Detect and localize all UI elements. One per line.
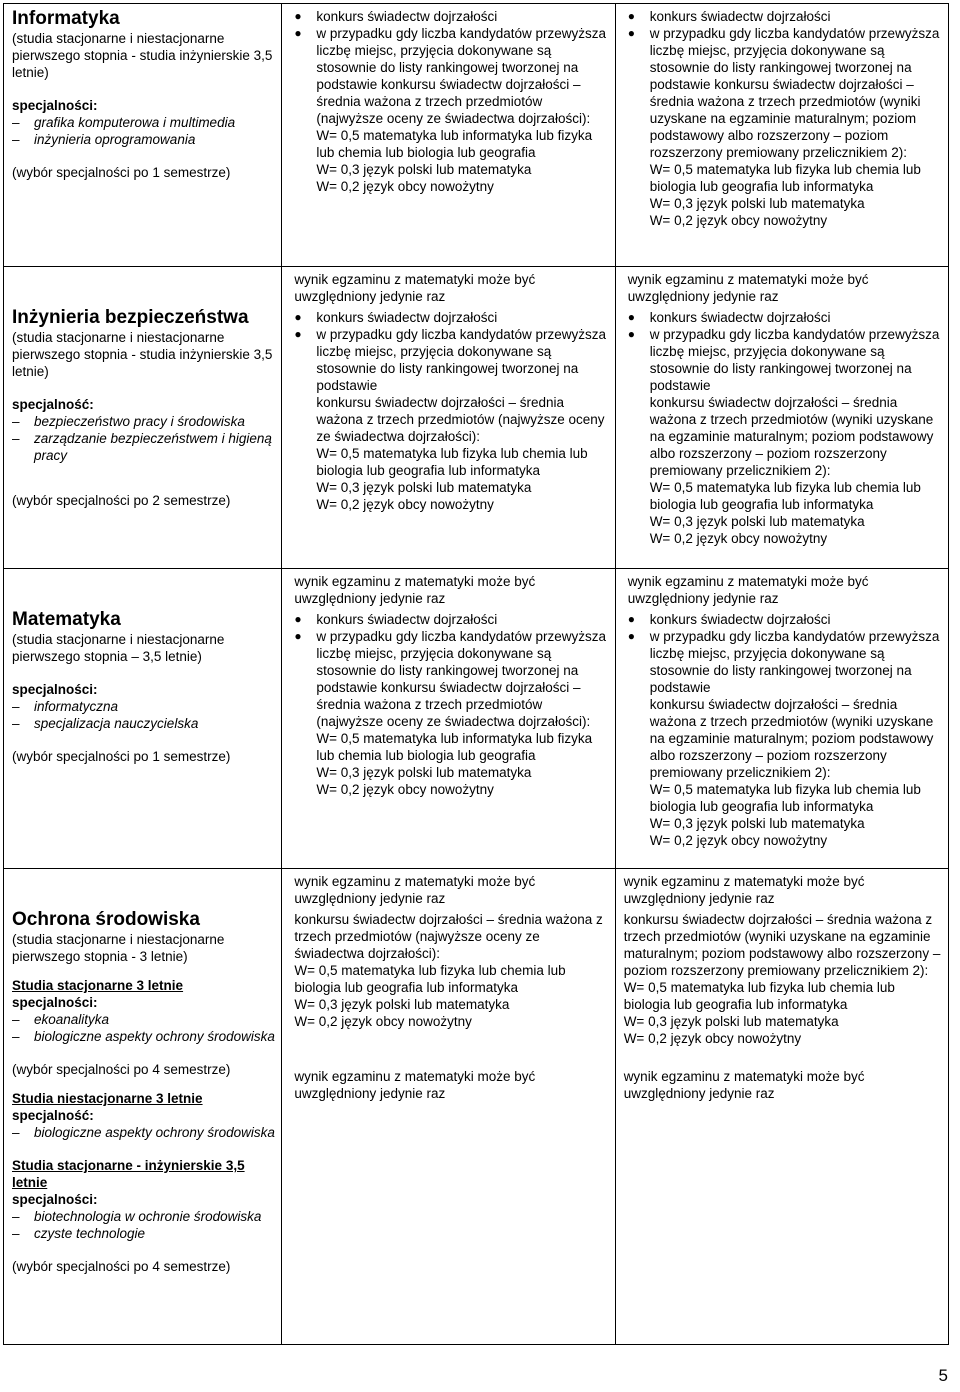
weight-line: W= 0,3 język polski lub matematyka — [316, 765, 532, 780]
list-item: ● konkurs świadectw dojrzałości — [627, 612, 831, 627]
study-mode: (studia stacjonarne i niestacjonarne pierwszego stopnia - studia inżynierskie 3,5 letnie) — [12, 31, 273, 80]
spec-label: specjalność: — [12, 397, 94, 412]
criteria-cell-new — [615, 267, 948, 569]
list-item: ● konkurs świadectw dojrzałości — [294, 9, 498, 24]
spec-choice-note: (wybór specjalności po 2 semestrze) — [12, 493, 231, 508]
list-item: – czyste technologie — [12, 1226, 146, 1241]
table-row — [4, 267, 949, 569]
list-item: – zarządzanie bezpieczeństwem i higieną pracy — [12, 431, 272, 463]
spec-choice-note: (wybór specjalności po 1 semestrze) — [12, 165, 231, 180]
spec-label: specjalności: — [12, 98, 98, 113]
weight-line: W= 0,3 język polski lub matematyka — [316, 162, 532, 177]
spec-label: specjalność: — [12, 1108, 94, 1123]
criteria-text: konkursu świadectw dojrzałości – średnia ważona z trzech przedmiotów (najwyższe oceny ze świadectwa dojrzałości): — [294, 912, 603, 961]
spec-label: specjalności: — [12, 1192, 98, 1207]
list-item: ● w przypadku gdy liczba kandydatów przewyższa liczbę miejsc, przyjęcia dokonywane są stosownie do listy rankingowej tworzonej na podstawie konkursu świadectw dojrzałości – średnia ważona z trzech przedmiotów (najwyższe oceny ze świadectwa dojrzałości): — [294, 26, 607, 126]
weight-line: W= 0,5 matematyka lub fizyka lub chemia lub biologia lub geografia lub informatyka — [649, 162, 921, 194]
exam-note: wynik egzaminu z matematyki może być uwzględniony jedynie raz — [294, 574, 536, 606]
weight-line: W= 0,2 język obcy nowożytny — [649, 531, 828, 546]
weight-line: W= 0,2 język obcy nowożytny — [649, 833, 828, 848]
weight-line: W= 0,5 matematyka lub informatyka lub fizyka lub chemia lub biologia lub geografia — [316, 731, 593, 763]
weight-line: W= 0,2 język obcy nowożytny — [316, 497, 494, 512]
weight-line: W= 0,2 język obcy nowożytny — [649, 213, 828, 228]
field-cell — [4, 569, 282, 869]
spec-choice-note: (wybór specjalności po 4 semestrze) — [12, 1062, 231, 1077]
table-row — [4, 569, 949, 869]
weight-line: W= 0,5 matematyka lub fizyka lub chemia lub biologia lub geografia lub informatyka — [623, 980, 895, 1012]
bullet-icon: ● — [294, 310, 302, 324]
criteria-cell-new — [615, 4, 948, 267]
list-item: ● w przypadku gdy liczba kandydatów przewyższa liczbę miejsc, przyjęcia dokonywane są stosownie do listy rankingowej tworzonej na podstawie — [627, 629, 940, 695]
list-item: ● konkurs świadectw dojrzałości — [294, 612, 498, 627]
study-mode: (studia stacjonarne i niestacjonarne pierwszego stopnia - studia inżynierskie 3,5 letnie) — [12, 330, 273, 379]
list-item: ● konkurs świadectw dojrzałości — [294, 310, 498, 325]
list-item: – bezpieczeństwo pracy i środowiska — [12, 414, 245, 429]
list-item: – inżynieria oprogramowania — [12, 132, 196, 147]
bullet-icon: ● — [627, 9, 635, 23]
list-item: ● w przypadku gdy liczba kandydatów przewyższa liczbę miejsc, przyjęcia dokonywane są stosownie do listy rankingowej tworzonej na podstawie — [627, 327, 940, 393]
weight-line: W= 0,2 język obcy nowożytny — [316, 179, 494, 194]
study-variant-title: Studia stacjonarne - inżynierskie 3,5 letnie — [12, 1158, 245, 1190]
page-number: 5 — [938, 1366, 948, 1385]
bullet-icon: ● — [627, 26, 635, 40]
list-item: ● w przypadku gdy liczba kandydatów przewyższa liczbę miejsc, przyjęcia dokonywane są stosownie do listy rankingowej tworzonej na podstawie konkursu świadectw dojrzałości – średnia ważona z trzech przedmiotów (wyniki uzyskane na egzaminie maturalnym; poziom podstawowy albo rozszerzony – poziom rozszerzony premiowany przelicznikiem 2): — [627, 26, 940, 160]
study-variant-title: Studia stacjonarne 3 letnie — [12, 978, 184, 993]
weight-line: W= 0,5 matematyka lub informatyka lub fizyka lub chemia lub biologia lub geografia — [316, 128, 593, 160]
weight-line: W= 0,5 matematyka lub fizyka lub chemia lub biologia lub geografia lub informatyka — [294, 963, 566, 995]
criteria-text: konkursu świadectw dojrzałości – średnia ważona z trzech przedmiotów (wyniki uzyskane na egzaminie maturalnym; poziom podstawowy albo rozszerzony – poziom rozszerzony premiowany przelicznikiem 2): — [649, 697, 934, 780]
spec-choice-note: (wybór specjalności po 1 semestrze) — [12, 749, 231, 764]
bullet-icon: ● — [627, 629, 635, 643]
list-item: – biologiczne aspekty ochrony środowiska — [12, 1029, 275, 1044]
field-name: Inżynieria bezpieczeństwa — [12, 307, 249, 328]
weight-line: W= 0,5 matematyka lub fizyka lub chemia lub biologia lub geografia lub informatyka — [649, 782, 921, 814]
weight-line: W= 0,3 język polski lub matematyka — [294, 997, 510, 1012]
criteria-text: konkursu świadectw dojrzałości – średnia ważona z trzech przedmiotów (najwyższe oceny ze świadectwa dojrzałości): — [316, 395, 605, 444]
list-item: – biotechnologia w ochronie środowiska — [12, 1209, 262, 1224]
field-name: Ochrona środowiska — [12, 909, 200, 930]
table-row — [4, 4, 949, 267]
bullet-icon: ● — [294, 26, 302, 40]
bullet-icon: ● — [627, 310, 635, 324]
exam-note: wynik egzaminu z matematyki może być uwzględniony jedynie raz — [294, 272, 536, 304]
criteria-cell-old — [282, 869, 615, 1345]
bullet-icon: ● — [294, 327, 302, 341]
spec-choice-note: (wybór specjalności po 4 semestrze) — [12, 1259, 231, 1274]
weight-line: W= 0,3 język polski lub matematyka — [623, 1014, 839, 1029]
weight-line: W= 0,5 matematyka lub fizyka lub chemia lub biologia lub geografia lub informatyka — [649, 480, 921, 512]
list-item: ● w przypadku gdy liczba kandydatów przewyższa liczbę miejsc, przyjęcia dokonywane są stosownie do listy rankingowej tworzonej na podstawie konkursu świadectw dojrzałości – średnia ważona z trzech przedmiotów (najwyższe oceny ze świadectwa dojrzałości): — [294, 629, 607, 729]
study-variant-title: Studia niestacjonarne 3 letnie — [12, 1091, 203, 1106]
study-mode: (studia stacjonarne i niestacjonarne pierwszego stopnia – 3,5 letnie) — [12, 632, 225, 664]
weight-line: W= 0,3 język polski lub matematyka — [649, 514, 865, 529]
weight-line: W= 0,2 język obcy nowożytny — [294, 1014, 472, 1029]
field-name: Matematyka — [12, 609, 121, 630]
weight-line: W= 0,3 język polski lub matematyka — [316, 480, 532, 495]
bullet-icon: ● — [627, 327, 635, 341]
list-item: – grafika komputerowa i multimedia — [12, 115, 236, 130]
criteria-cell-new — [615, 869, 948, 1345]
field-name: Informatyka — [12, 8, 120, 29]
list-item: – informatyczna — [12, 699, 119, 714]
bullet-icon: ● — [627, 612, 635, 626]
list-item: ● w przypadku gdy liczba kandydatów przewyższa liczbę miejsc, przyjęcia dokonywane są stosownie do listy rankingowej tworzonej na podstawie — [294, 327, 607, 393]
criteria-cell-old — [282, 4, 615, 267]
bullet-icon: ● — [294, 9, 302, 23]
bullet-icon: ● — [294, 612, 302, 626]
weight-line: W= 0,2 język obcy nowożytny — [623, 1031, 802, 1046]
spec-label: specjalności: — [12, 682, 98, 697]
field-cell — [4, 4, 282, 267]
bullet-icon: ● — [294, 629, 302, 643]
list-item: – specjalizacja nauczycielska — [12, 716, 199, 731]
weight-line: W= 0,2 język obcy nowożytny — [316, 782, 494, 797]
exam-note: wynik egzaminu z matematyki może być uwzględniony jedynie raz — [627, 272, 869, 304]
criteria-cell-new — [615, 569, 948, 869]
field-cell — [4, 869, 282, 1345]
study-mode: (studia stacjonarne i niestacjonarne pierwszego stopnia - 3 letnie) — [12, 932, 225, 964]
weight-line: W= 0,3 język polski lub matematyka — [649, 196, 865, 211]
field-cell — [4, 267, 282, 569]
exam-note: wynik egzaminu z matematyki może być uwzględniony jedynie raz — [294, 874, 536, 906]
exam-note: wynik egzaminu z matematyki może być uwzględniony jedynie raz — [623, 874, 865, 906]
table-row — [4, 869, 949, 1345]
criteria-cell-old — [282, 569, 615, 869]
list-item: ● konkurs świadectw dojrzałości — [627, 9, 831, 24]
list-item: ● konkurs świadectw dojrzałości — [627, 310, 831, 325]
exam-note: wynik egzaminu z matematyki może być uwzględniony jedynie raz — [623, 1069, 865, 1101]
exam-note: wynik egzaminu z matematyki może być uwzględniony jedynie raz — [294, 1069, 536, 1101]
weight-line: W= 0,3 język polski lub matematyka — [649, 816, 865, 831]
spec-label: specjalności: — [12, 995, 98, 1010]
criteria-cell-old — [282, 267, 615, 569]
admissions-table — [3, 3, 949, 1345]
exam-note: wynik egzaminu z matematyki może być uwzględniony jedynie raz — [627, 574, 869, 606]
criteria-text: konkursu świadectw dojrzałości – średnia ważona z trzech przedmiotów (wyniki uzyskane na egzaminie maturalnym; poziom podstawowy albo rozszerzony – poziom rozszerzony premiowany przelicznikiem 2): — [649, 395, 934, 478]
weight-line: W= 0,5 matematyka lub fizyka lub chemia lub biologia lub geografia lub informatyka — [316, 446, 588, 478]
list-item: – ekoanalityka — [12, 1012, 110, 1027]
list-item: – biologiczne aspekty ochrony środowiska — [12, 1125, 275, 1140]
criteria-text: konkursu świadectw dojrzałości – średnia ważona z trzech przedmiotów (wyniki uzyskane na egzaminie maturalnym; poziom podstawowy albo rozszerzony – poziom rozszerzony premiowany przelicznikiem 2): — [623, 912, 941, 978]
